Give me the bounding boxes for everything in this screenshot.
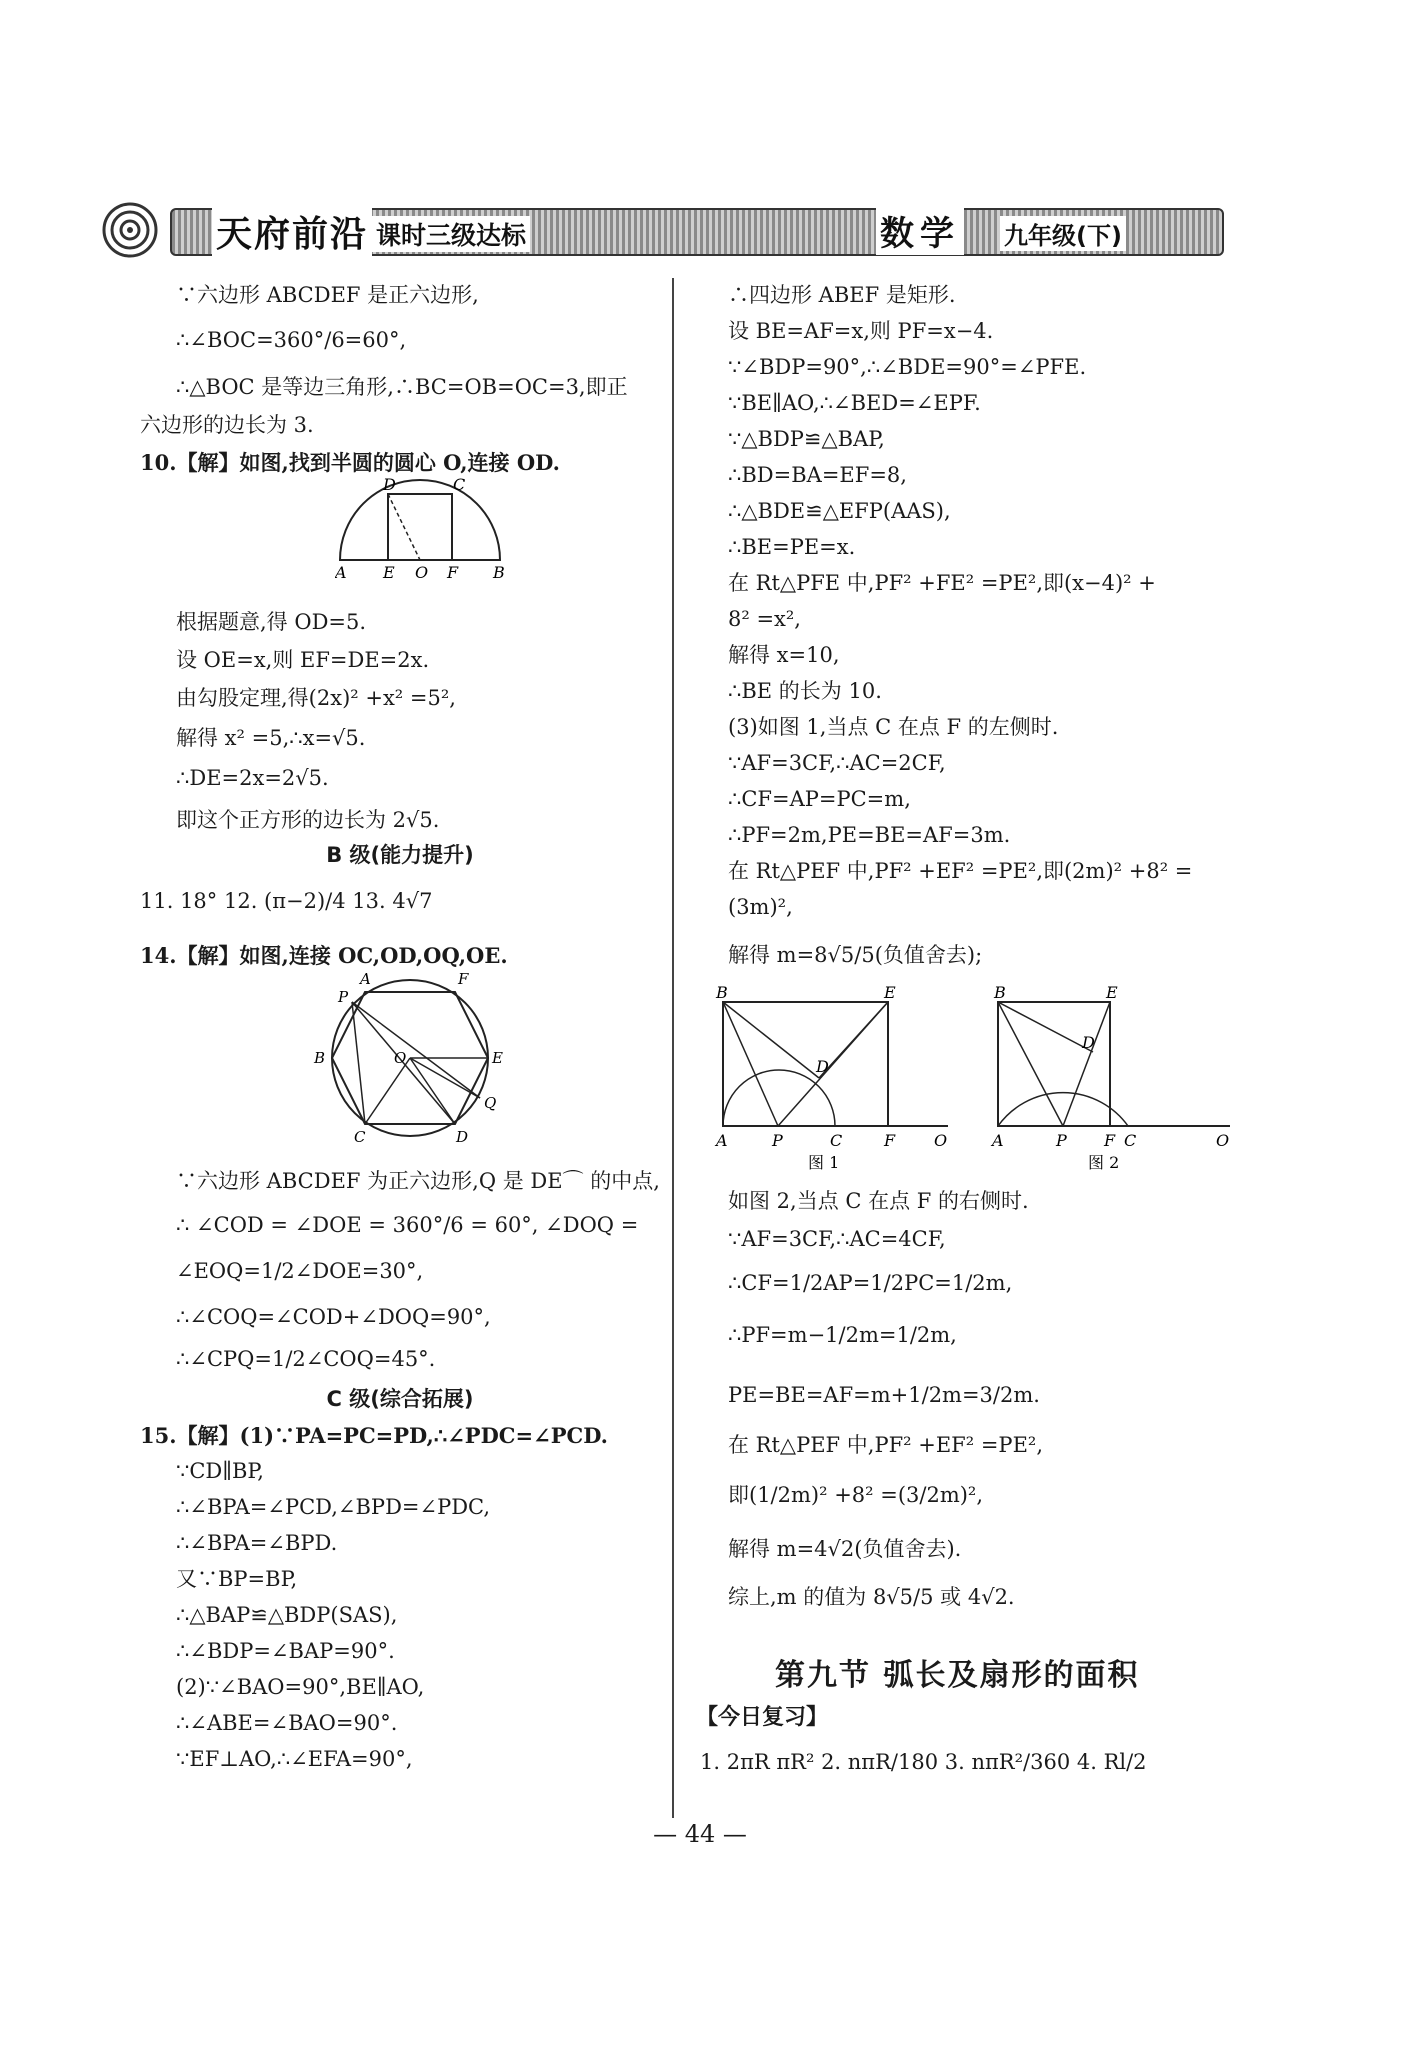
text-line: 在 Rt△PEF 中,PF² +EF² =PE², [728,1433,1043,1457]
fig-label: O [394,1049,407,1067]
text-line: 由勾股定理,得(2x)² +x² =5², [176,686,456,710]
fig-label: A [992,1131,1004,1150]
text-line: ∴BE 的长为 10. [728,679,882,703]
figure-10-semicircle [335,478,505,583]
text-line: 六边形的边长为 3. [140,413,314,437]
text-line: 综上,m 的值为 8√5/5 或 4√2. [728,1585,1015,1609]
fig-label: A [716,1131,728,1150]
text-line: ∴∠BDP=∠BAP=90°. [176,1639,395,1663]
text-line: ∴PF=2m,PE=BE=AF=3m. [728,823,1011,847]
fig-label: C [1124,1131,1137,1150]
text-line: 设 OE=x,则 EF=DE=2x. [176,648,430,672]
text-line: 解得 m=4√2(负值舍去). [728,1537,962,1561]
text-line: 8² =x², [728,607,801,631]
fig-label: A [335,563,347,582]
fig-label: F [447,563,459,582]
fig-label: O [934,1131,948,1150]
review-label: 【今日复习】 [696,1705,829,1730]
fig-label: E [1106,986,1118,1002]
question-14: 14.【解】如图,连接 OC,OD,OQ,OE. [140,943,508,968]
page-header [100,198,1220,260]
text-line: ∴BE=PE=x. [728,535,856,559]
fig-label: D [816,1057,829,1076]
fig-label: D [456,1128,469,1146]
fig-label: F [458,970,469,988]
fig-label: B [314,1049,326,1067]
text-line: ∴∠CPQ=1/2∠COQ=45°. [176,1347,436,1371]
text-line: ∴△BAP≌△BDP(SAS), [176,1603,398,1627]
level-c-heading: C 级(综合拓展) [326,1387,474,1411]
text-line: ∠EOQ=1/2∠DOE=30°, [176,1259,424,1283]
text-line: ∵AF=3CF,∴AC=2CF, [728,751,946,775]
text-line: ∵BE∥AO,∴∠BED=∠EPF. [728,391,981,415]
text-line: (3)如图 1,当点 C 在点 F 的左侧时. [728,715,1059,739]
text-line: ∴DE=2x=2√5. [176,766,329,790]
fig-label: O [415,563,429,582]
fig-label: B [994,986,1006,1002]
text-line: ∴四边形 ABEF 是矩形. [728,283,956,307]
grade-label: 九年级(下) [1000,216,1126,251]
fig-label: P [338,988,349,1006]
fig-label: C [354,1128,366,1146]
text-line: 在 Rt△PFE 中,PF² +FE² =PE²,即(x−4)² + [728,571,1156,595]
text-line: ∴PF=m−1/2m=1/2m, [728,1323,957,1347]
subject-title: 数学 [876,206,964,255]
fig-label: O [1216,1131,1230,1150]
brand-title: 天府前沿 [212,206,372,257]
figure-2 [990,986,1240,1176]
text-line: 又∵BP=BP, [176,1567,298,1591]
column-divider [672,278,674,1818]
text-line: ∴∠BPA=∠PCD,∠BPD=∠PDC, [176,1495,491,1519]
review-answers: 1. 2πR πR² 2. nπR/180 3. nπR²/360 4. Rl/2 [700,1750,1147,1774]
target-logo-icon [100,198,164,262]
text-line: 在 Rt△PEF 中,PF² +EF² =PE²,即(2m)² +8² = [728,859,1193,883]
text-line: ∴∠BOC=360°/6=60°, [176,328,407,352]
text-line: ∴∠COQ=∠COD+∠DOQ=90°, [176,1305,491,1329]
text-line: ∴CF=AP=PC=m, [728,787,911,811]
text-line: 即(1/2m)² +8² =(3/2m)², [728,1483,984,1507]
text-line: 如图 2,当点 C 在点 F 的右侧时. [728,1189,1029,1213]
text-line: (3m)², [728,895,793,919]
figure-14-hexagon [310,966,510,1146]
text-line: 根据题意,得 OD=5. [176,610,367,634]
question-10: 10.【解】如图,找到半圆的圆心 O,连接 OD. [140,450,560,475]
text-line: 解得 x² =5,∴x=√5. [176,726,366,750]
fig-label: E [492,1049,503,1067]
text-line: ∴△BOC 是等边三角形,∴BC=OB=OC=3,即正 [176,375,628,399]
text-line: ∵EF⊥AO,∴∠EFA=90°, [176,1747,413,1771]
fig-label: E [383,563,395,582]
page-number: — 44 — [653,1820,747,1848]
fig-label: F [1104,1131,1116,1150]
figure-1 [708,986,958,1176]
text-line: ∴CF=1/2AP=1/2PC=1/2m, [728,1271,1013,1295]
series-title: 课时三级达标 [372,216,530,252]
text-line: ∴∠ABE=∠BAO=90°. [176,1711,398,1735]
fig-label: D [383,478,396,494]
text-line: 解得 x=10, [728,643,840,667]
level-b-heading: B 级(能力提升) [326,843,474,867]
text-line: 即这个正方形的边长为 2√5. [176,808,440,832]
text-line: 解得 m=8√5/5(负值舍去); [728,943,983,967]
fig-label: Q [484,1094,497,1112]
text-line: ∴∠BPA=∠BPD. [176,1531,338,1555]
text-line: ∴ ∠COD = ∠DOE = 360°/6 = 60°, ∠DOQ = [176,1213,639,1237]
figure-caption: 图 1 [808,1153,840,1172]
fig-label: C [830,1131,843,1150]
answers-11-13: 11. 18° 12. (π−2)/4 13. 4√7 [140,889,433,913]
text-line: ∵六边形 ABCDEF 为正六边形,Q 是 DE⌒ 的中点, [176,1169,660,1193]
fig-label: P [1056,1131,1067,1150]
fig-label: D [1082,1033,1095,1052]
text-line: (2)∵∠BAO=90°,BE∥AO, [176,1675,425,1699]
question-15: 15.【解】(1)∵PA=PC=PD,∴∠PDC=∠PCD. [140,1423,608,1448]
fig-label: F [884,1131,896,1150]
text-line: 设 BE=AF=x,则 PF=x−4. [728,319,994,343]
text-line: ∴BD=BA=EF=8, [728,463,907,487]
fig-label: E [884,986,896,1002]
text-line: ∵CD∥BP, [176,1459,264,1483]
text-line: ∵AF=3CF,∴AC=4CF, [728,1227,946,1251]
section-title: 第九节 弧长及扇形的面积 [775,1658,1140,1693]
fig-label: B [493,563,505,582]
fig-label: P [772,1131,783,1150]
text-line: ∵△BDP≌△BAP, [728,427,885,451]
figure-caption: 图 2 [1088,1153,1120,1172]
text-line: PE=BE=AF=m+1/2m=3/2m. [728,1383,1040,1407]
text-line: ∵∠BDP=90°,∴∠BDE=90°=∠PFE. [728,355,1087,379]
fig-label: A [360,970,371,988]
text-line: ∴△BDE≌△EFP(AAS), [728,499,951,523]
fig-label: C [453,478,466,494]
text-line: ∵六边形 ABCDEF 是正六边形, [176,283,479,307]
fig-label: B [716,986,728,1002]
